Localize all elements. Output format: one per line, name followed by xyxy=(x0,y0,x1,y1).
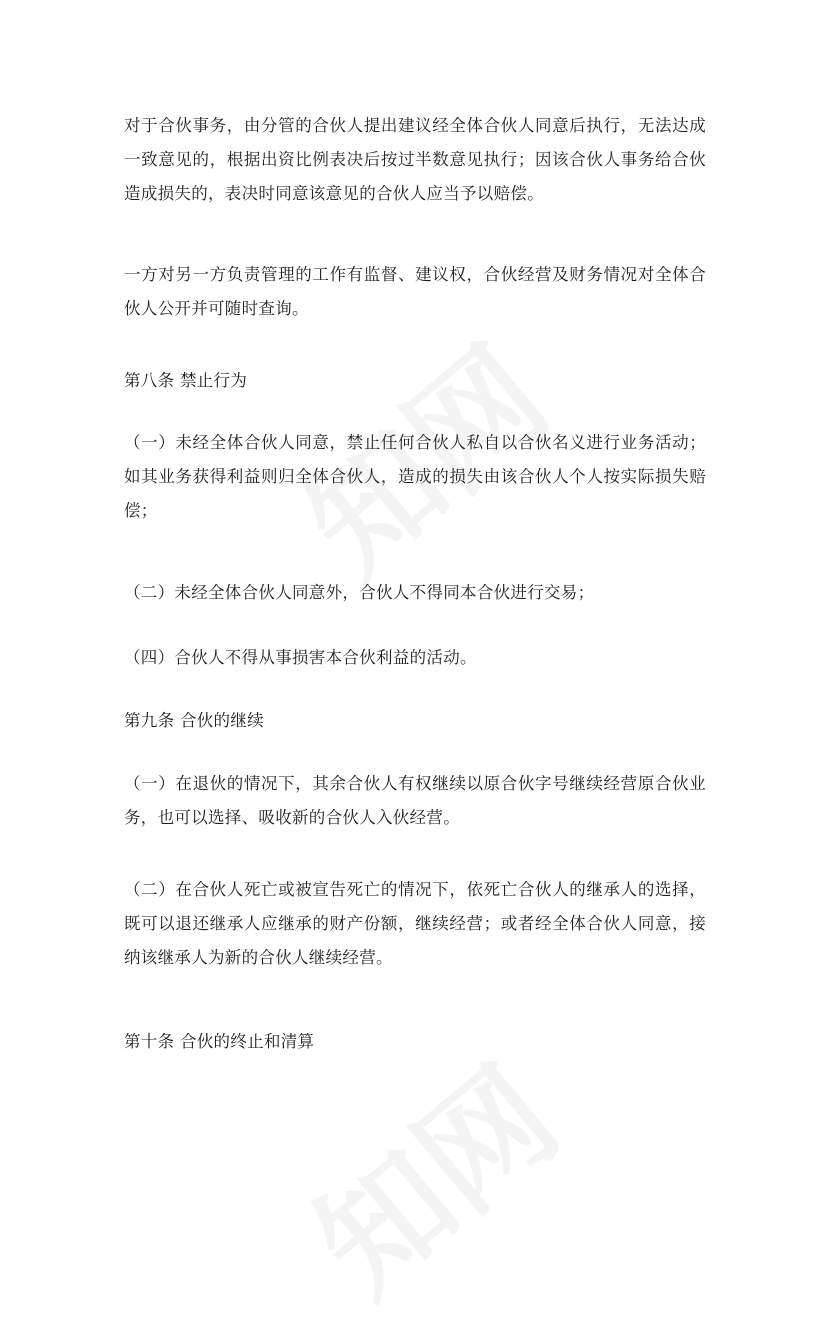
paragraph-prohibition-1: （一）未经全体合伙人同意，禁止任何合伙人私自以合伙名义进行业务活动；如其业务获得利益则归全体合伙人，造成的损失由该合伙人个人按实际损失赔偿； xyxy=(124,433,706,520)
paragraph-continuation-1: （一）在退伙的情况下，其余合伙人有权继续以原合伙字号继续经营原合伙业务，也可以选择、吸收新的合伙人入伙经营。 xyxy=(124,774,706,827)
paragraph-prohibition-4: （四）合伙人不得从事损害本合伙利益的活动。 xyxy=(124,648,477,667)
paragraph-partnership-affairs: 对于合伙事务，由分管的合伙人提出建议经全体合伙人同意后执行，无法达成一致意见的，根据出资比例表决后按过半数意见执行；因该合伙人事务给合伙造成损失的，表决时同意该意见的合伙人应当予以赔偿。 xyxy=(124,116,706,203)
paragraph-continuation-2: （二）在合伙人死亡或被宣告死亡的情况下，依死亡合伙人的继承人的选择，既可以退还继承人应继承的财产份额，继续经营；或者经全体合伙人同意，接纳该继承人为新的合伙人继续经营。 xyxy=(124,880,706,967)
heading-article-9: 第九条 合伙的继续 xyxy=(124,711,264,730)
heading-article-8: 第八条 禁止行为 xyxy=(124,371,248,390)
paragraph-prohibition-2: （二）未经全体合伙人同意外，合伙人不得同本合伙进行交易； xyxy=(124,583,595,602)
heading-article-10: 第十条 合伙的终止和清算 xyxy=(124,1032,315,1051)
paragraph-supervision-right: 一方对另一方负责管理的工作有监督、建议权，合伙经营及财务情况对全体合伙人公开并可随时查询。 xyxy=(124,265,706,318)
